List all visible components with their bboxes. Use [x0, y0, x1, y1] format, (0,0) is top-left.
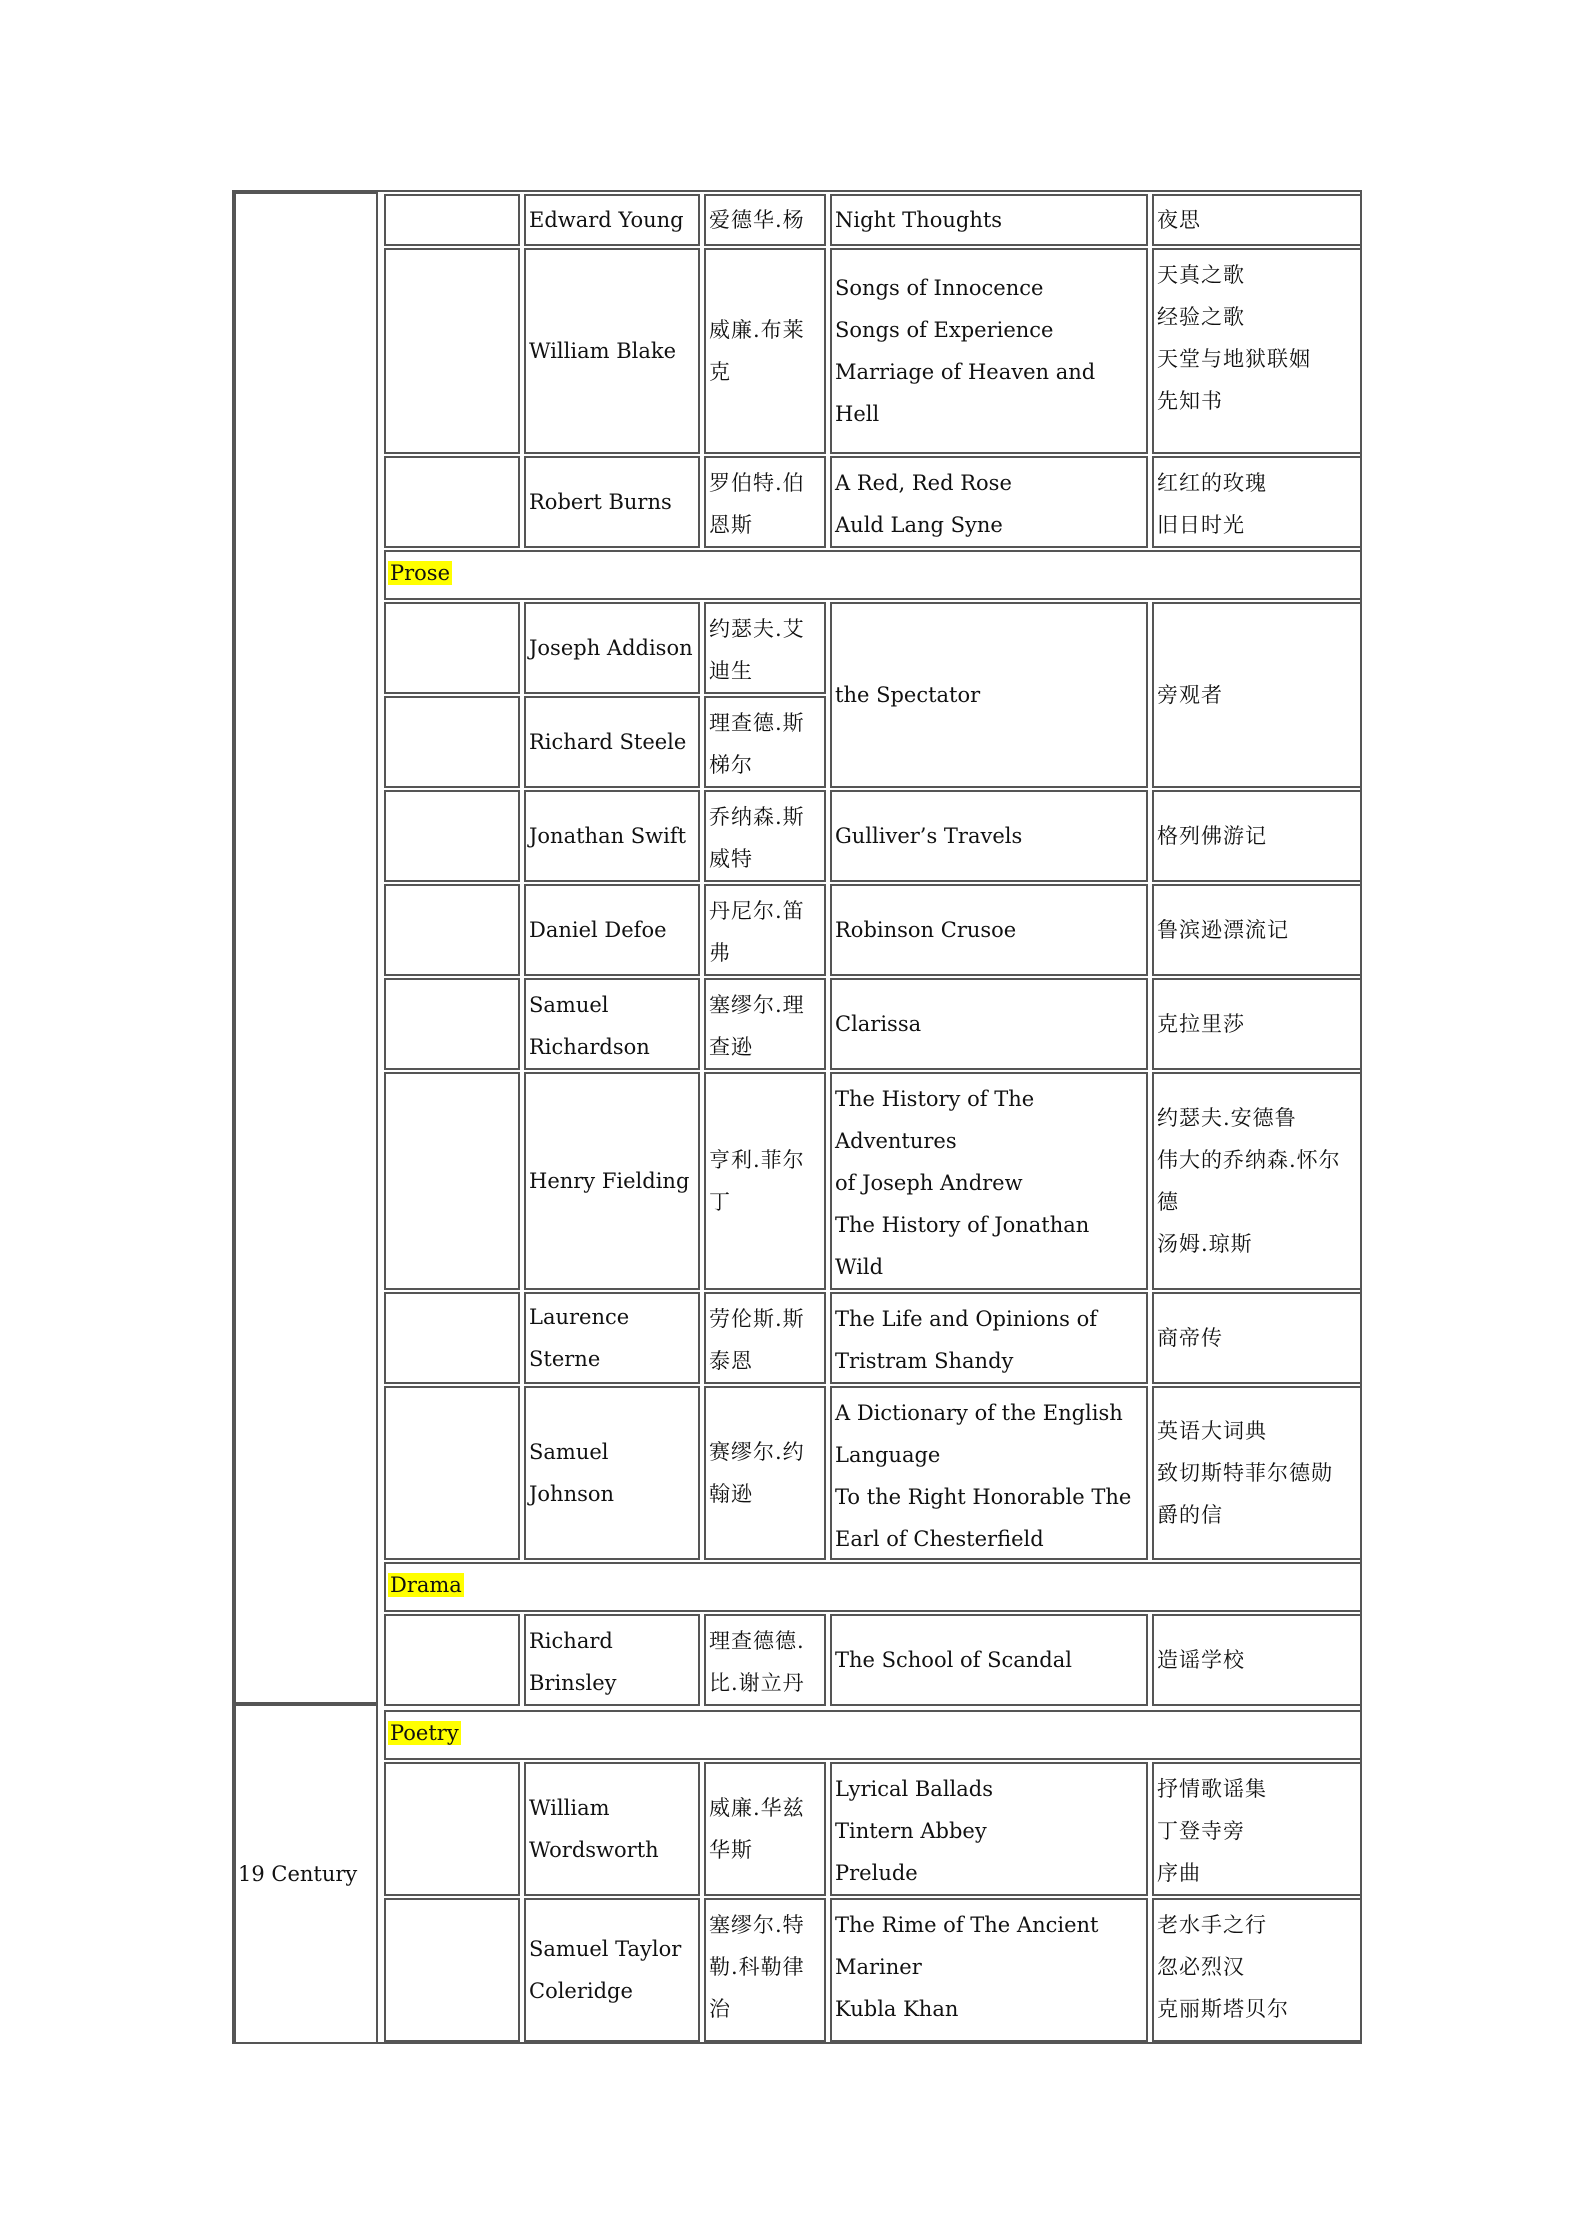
- category-cell: [384, 248, 520, 454]
- author-zh-cell: [704, 248, 826, 454]
- works-title-zh: 红红的玫瑰 旧日时光: [1157, 471, 1267, 537]
- works-cell: [830, 1762, 1148, 1896]
- author-cell: [524, 456, 700, 548]
- works-title: The Life and Opinions of Tristram Shandy: [835, 1307, 1097, 1373]
- author-cell: [524, 602, 700, 694]
- works-zh-cell: [1152, 978, 1362, 1070]
- works-zh-cell: [1152, 790, 1362, 882]
- works-title: The Rime of The Ancient Mariner Kubla Khan: [835, 1913, 1099, 2021]
- author-name-zh: 爱德华.杨: [709, 208, 805, 232]
- author-name: William Blake: [529, 339, 677, 363]
- author-zh-cell: [704, 456, 826, 548]
- works-cell: [830, 1898, 1148, 2042]
- author-name-zh: 理查德德.比.谢立丹: [709, 1629, 805, 1695]
- works-title: the Spectator: [835, 683, 981, 707]
- author-name: Henry Fielding: [529, 1169, 690, 1193]
- category-cell: [384, 1386, 520, 1560]
- author-cell: [524, 790, 700, 882]
- category-cell: [384, 1898, 520, 2042]
- author-zh-cell: [704, 1386, 826, 1560]
- works-zh-cell: [1152, 248, 1362, 454]
- author-zh-cell: [704, 978, 826, 1070]
- author-name-zh: 塞缪尔.理查逊: [709, 993, 805, 1059]
- category-cell: [384, 978, 520, 1070]
- author-name-zh: 威廉.华兹华斯: [709, 1796, 805, 1862]
- author-name: Robert Burns: [529, 490, 672, 514]
- works-title: Clarissa: [835, 1012, 922, 1036]
- author-name-zh: 威廉.布莱克: [709, 318, 805, 384]
- works-cell: [830, 1072, 1148, 1290]
- author-name: Samuel Taylor Coleridge: [529, 1937, 682, 2003]
- works-cell: [830, 1292, 1148, 1384]
- works-title: The School of Scandal: [835, 1648, 1072, 1672]
- author-cell: [524, 1898, 700, 2042]
- author-cell: [524, 1762, 700, 1896]
- works-zh-cell: [1152, 884, 1362, 976]
- section-poetry: [384, 1710, 1362, 1760]
- works-cell: [830, 456, 1148, 548]
- works-title-zh: 天真之歌 经验之歌 天堂与地狱联姻 先知书: [1157, 263, 1311, 413]
- works-title-zh: 旁观者: [1157, 683, 1223, 707]
- author-cell: [524, 884, 700, 976]
- works-zh-cell: [1152, 1072, 1362, 1290]
- category-cell: [384, 790, 520, 882]
- category-cell: [384, 1762, 520, 1896]
- author-name-zh: 乔纳森.斯威特: [709, 805, 805, 871]
- section-label: Drama: [390, 1573, 462, 1597]
- works-title: Lyrical Ballads Tintern Abbey Prelude: [835, 1777, 993, 1885]
- author-cell: [524, 1292, 700, 1384]
- author-name-zh: 劳伦斯.斯泰恩: [709, 1307, 805, 1373]
- category-cell: [384, 194, 520, 246]
- author-cell: [524, 1072, 700, 1290]
- category-cell: [384, 884, 520, 976]
- author-name-zh: 塞缪尔.特勒.科勒律治: [709, 1913, 805, 2021]
- century-cell-18: [234, 192, 378, 1704]
- author-cell: [524, 248, 700, 454]
- section-label: Prose: [390, 561, 451, 585]
- works-zh-cell: [1152, 602, 1362, 788]
- century-label: 19 Century: [238, 1862, 358, 1886]
- works-zh-cell: [1152, 1292, 1362, 1384]
- works-zh-cell: [1152, 456, 1362, 548]
- works-cell: [830, 194, 1148, 246]
- author-name-zh: 赛缪尔.约翰逊: [709, 1440, 805, 1506]
- author-zh-cell: [704, 194, 826, 246]
- works-title-zh: 老水手之行 忽必烈汉 克丽斯塔贝尔: [1157, 1913, 1289, 2021]
- works-title-zh: 夜思: [1157, 208, 1201, 232]
- works-title: Night Thoughts: [835, 208, 1003, 232]
- author-name-zh: 丹尼尔.笛弗: [709, 899, 805, 965]
- section-drama: [384, 1562, 1362, 1612]
- works-title: Gulliver’s Travels: [835, 824, 1023, 848]
- works-cell: [830, 602, 1148, 788]
- author-zh-cell: [704, 884, 826, 976]
- works-title-zh: 约瑟夫.安德鲁 伟大的乔纳森.怀尔德 汤姆.琼斯: [1157, 1106, 1341, 1256]
- works-title-zh: 英语大词典 致切斯特菲尔德勋 爵的信: [1157, 1419, 1333, 1527]
- author-zh-cell: [704, 1762, 826, 1896]
- author-zh-cell: [704, 790, 826, 882]
- author-zh-cell: [704, 696, 826, 788]
- works-zh-cell: [1152, 1614, 1362, 1706]
- works-title-zh: 商帝传: [1157, 1326, 1223, 1350]
- works-cell: [830, 1386, 1148, 1560]
- author-zh-cell: [704, 1898, 826, 2042]
- section-label: Poetry: [390, 1721, 459, 1745]
- author-name: William Wordsworth: [529, 1796, 659, 1862]
- works-zh-cell: [1152, 1386, 1362, 1560]
- author-name-zh: 亨利.菲尔丁: [709, 1148, 805, 1214]
- author-zh-cell: [704, 1614, 826, 1706]
- author-name-zh: 罗伯特.伯恩斯: [709, 471, 805, 537]
- category-cell: [384, 696, 520, 788]
- literature-table: [232, 190, 1362, 2044]
- works-title: The History of The Adventures of Joseph Andrew The History of Jonathan Wild: [835, 1087, 1090, 1279]
- works-cell: [830, 884, 1148, 976]
- author-cell: [524, 978, 700, 1070]
- works-cell: [830, 248, 1148, 454]
- works-zh-cell: [1152, 1898, 1362, 2042]
- section-prose: [384, 550, 1362, 600]
- works-zh-cell: [1152, 194, 1362, 246]
- works-title-zh: 克拉里莎: [1157, 1012, 1245, 1036]
- author-cell: [524, 696, 700, 788]
- works-cell: [830, 790, 1148, 882]
- author-name: Richard Steele: [529, 730, 687, 754]
- works-title: A Dictionary of the English Language To the Right Honorable The Earl of Chesterfield: [835, 1401, 1132, 1551]
- author-cell: [524, 1386, 700, 1560]
- works-title: Songs of Innocence Songs of Experience Marriage of Heaven and Hell: [835, 276, 1096, 426]
- category-cell: [384, 1072, 520, 1290]
- works-cell: [830, 1614, 1148, 1706]
- author-name-zh: 理查德.斯梯尔: [709, 711, 805, 777]
- category-cell: [384, 1292, 520, 1384]
- century-cell-19: [234, 1704, 378, 2044]
- author-name: Richard Brinsley: [529, 1629, 617, 1695]
- works-title-zh: 造谣学校: [1157, 1648, 1245, 1672]
- category-cell: [384, 456, 520, 548]
- author-name: Samuel Johnson: [529, 1440, 615, 1506]
- author-name: Jonathan Swift: [529, 824, 687, 848]
- category-cell: [384, 1614, 520, 1706]
- works-zh-cell: [1152, 1762, 1362, 1896]
- author-zh-cell: [704, 1292, 826, 1384]
- author-name: Edward Young: [529, 208, 684, 232]
- author-cell: [524, 194, 700, 246]
- author-name: Samuel Richardson: [529, 993, 650, 1059]
- works-cell: [830, 978, 1148, 1070]
- category-cell: [384, 602, 520, 694]
- author-zh-cell: [704, 602, 826, 694]
- author-cell: [524, 1614, 700, 1706]
- works-title-zh: 抒情歌谣集 丁登寺旁 序曲: [1157, 1777, 1267, 1885]
- author-name: Joseph Addison: [529, 636, 693, 660]
- works-title-zh: 格列佛游记: [1157, 824, 1267, 848]
- author-name: Daniel Defoe: [529, 918, 667, 942]
- author-name-zh: 约瑟夫.艾迪生: [709, 617, 805, 683]
- works-title: A Red, Red Rose Auld Lang Syne: [835, 471, 1012, 537]
- works-title: Robinson Crusoe: [835, 918, 1017, 942]
- works-title-zh: 鲁滨逊漂流记: [1157, 918, 1289, 942]
- author-zh-cell: [704, 1072, 826, 1290]
- author-name: Laurence Sterne: [529, 1305, 630, 1371]
